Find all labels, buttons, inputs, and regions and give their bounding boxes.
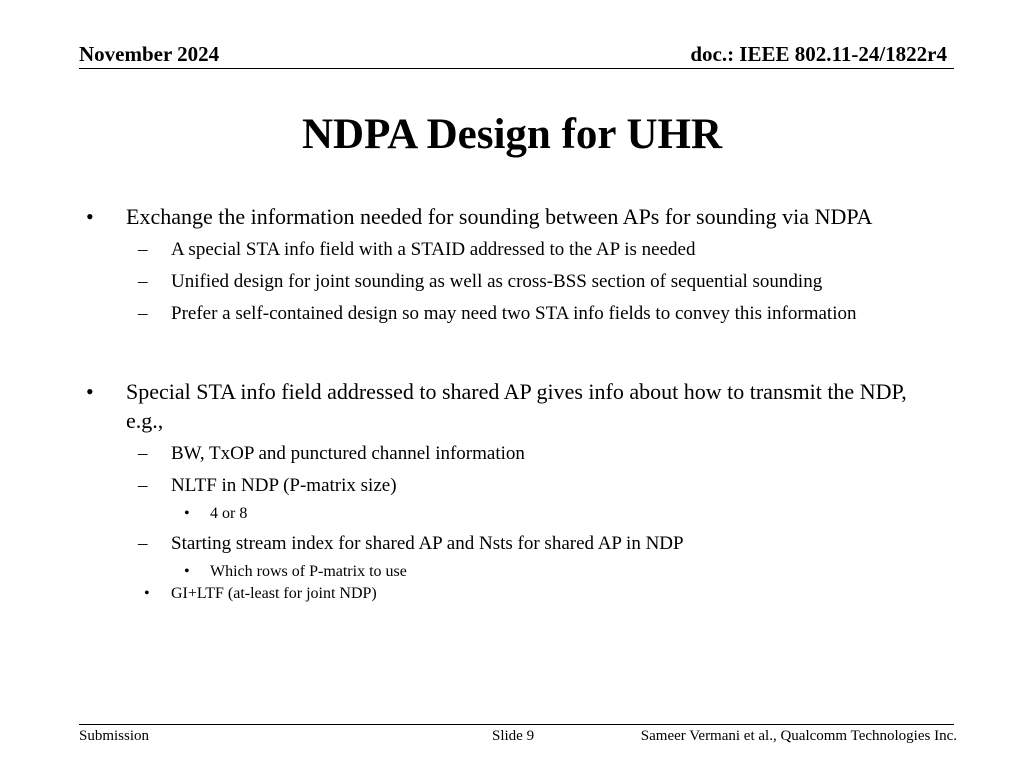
- footer-divider: [79, 724, 954, 725]
- sub-sub-bullet: [86, 503, 946, 525]
- sub-sub-bullet-text: 4 or 8: [210, 505, 248, 522]
- sub-bullet-text: A special STA info field with a STAID addressed to the AP is needed: [171, 239, 696, 260]
- dash-marker: –: [138, 239, 148, 260]
- bullet-marker: •: [86, 379, 94, 404]
- sub-bullet-text: Unified design for joint sounding as well as cross-BSS section of sequential sounding: [171, 271, 823, 292]
- bullet-1: [86, 202, 946, 231]
- slide-body: [86, 202, 946, 605]
- sub-bullet: [86, 300, 946, 327]
- slide-title: NDPA Design for UHR: [301, 111, 723, 158]
- bullet-2: [86, 377, 946, 435]
- bullet-marker: •: [86, 204, 94, 229]
- sub-bullet: [86, 236, 946, 263]
- header-divider: [79, 68, 954, 69]
- sub-bullet: [86, 530, 946, 557]
- sub-bullet: [86, 268, 946, 295]
- footer-slide-number: Slide 9: [492, 728, 535, 744]
- sub-bullet-text: Prefer a self-contained design so may need two STA info fields to convey this information: [171, 303, 857, 324]
- bullet-marker: •: [144, 585, 150, 602]
- dash-marker: –: [138, 303, 148, 324]
- dash-marker: –: [138, 443, 148, 464]
- spacer: [86, 327, 946, 377]
- bullet-text: Exchange the information needed for sounding between APs for sounding via NDPA: [126, 204, 873, 229]
- bullet-marker: •: [184, 505, 190, 522]
- footer-submission: Submission: [79, 728, 150, 744]
- bullet-marker: •: [184, 563, 190, 580]
- sub-bullet: [86, 440, 946, 467]
- dash-marker: –: [138, 475, 148, 496]
- dash-marker: –: [138, 271, 148, 292]
- header-date: November 2024: [79, 42, 220, 66]
- header-doc-id: doc.: IEEE 802.11-24/1822r4: [690, 42, 947, 66]
- footer-authors: Sameer Vermani et al., Qualcomm Technologies Inc.: [640, 728, 957, 744]
- sub-sub-bullet: [86, 561, 946, 583]
- sub-sub-bullet-text: Which rows of P-matrix to use: [210, 563, 407, 580]
- sub-bullet-text: BW, TxOP and punctured channel information: [171, 443, 525, 464]
- sub-bullet: [86, 472, 946, 499]
- sub-sub-bullet-text: GI+LTF (at-least for joint NDP): [171, 585, 377, 602]
- dash-marker: –: [138, 533, 148, 554]
- sub-bullet-text: Starting stream index for shared AP and Nsts for shared AP in NDP: [171, 533, 684, 554]
- sub-bullet-text: NLTF in NDP (P-matrix size): [171, 475, 397, 496]
- bullet-text: Special STA info field addressed to shared AP gives info about how to transmit the NDP, e.g.,: [126, 379, 907, 433]
- sub-sub-bullet: [86, 583, 946, 605]
